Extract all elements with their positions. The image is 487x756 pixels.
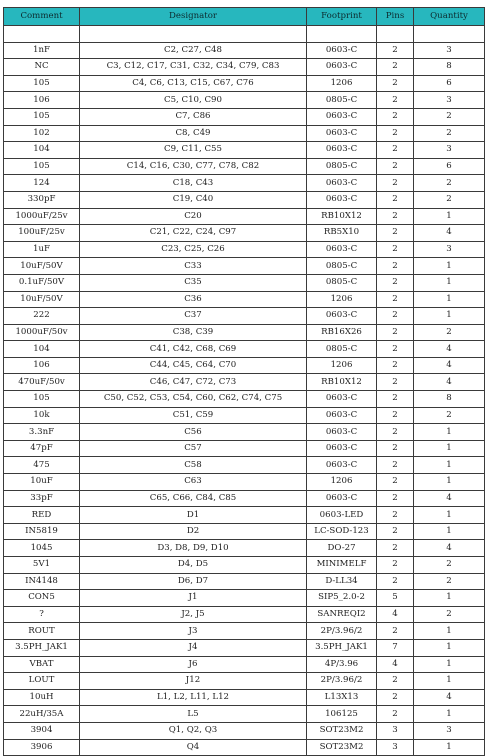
header-comment: Comment bbox=[4, 8, 80, 26]
cell-quantity: 3 bbox=[414, 142, 485, 159]
cell-designator: J3 bbox=[80, 623, 307, 640]
cell-pins: 2 bbox=[377, 142, 414, 159]
cell-quantity: 1 bbox=[414, 673, 485, 690]
cell-footprint: 0805-C bbox=[307, 341, 377, 358]
cell-designator: C41, C42, C68, C69 bbox=[80, 341, 307, 358]
cell-quantity: 1 bbox=[414, 258, 485, 275]
cell-designator: C50, C52, C53, C54, C60, C62, C74, C75 bbox=[80, 391, 307, 408]
cell-pins: 2 bbox=[377, 59, 414, 76]
cell-comment bbox=[4, 26, 80, 43]
cell-footprint: SANREQI2 bbox=[307, 606, 377, 623]
cell-quantity: 2 bbox=[414, 407, 485, 424]
cell-comment: 1045 bbox=[4, 540, 80, 557]
cell-pins: 2 bbox=[377, 706, 414, 723]
cell-designator: C8, C49 bbox=[80, 125, 307, 142]
table-row bbox=[4, 706, 485, 723]
cell-designator: C33 bbox=[80, 258, 307, 275]
cell-designator: D4, D5 bbox=[80, 557, 307, 574]
cell-quantity: 3 bbox=[414, 722, 485, 739]
table-row bbox=[4, 357, 485, 374]
cell-quantity: 3 bbox=[414, 42, 485, 59]
cell-comment: 1000uF/25v bbox=[4, 208, 80, 225]
cell-pins: 2 bbox=[377, 108, 414, 125]
cell-designator: J4 bbox=[80, 639, 307, 656]
table-row bbox=[4, 374, 485, 391]
table-row bbox=[4, 474, 485, 491]
table-row bbox=[4, 175, 485, 192]
cell-comment: 470uF/50v bbox=[4, 374, 80, 391]
table-row bbox=[4, 606, 485, 623]
cell-pins: 2 bbox=[377, 158, 414, 175]
cell-quantity: 1 bbox=[414, 507, 485, 524]
cell-pins: 7 bbox=[377, 639, 414, 656]
cell-comment: 5V1 bbox=[4, 557, 80, 574]
cell-comment: 100uF/25v bbox=[4, 225, 80, 242]
header-row bbox=[4, 8, 485, 26]
cell-designator: J2, J5 bbox=[80, 606, 307, 623]
cell-comment: 10uH bbox=[4, 689, 80, 706]
table-row bbox=[4, 324, 485, 341]
cell-comment: 10uF bbox=[4, 474, 80, 491]
cell-footprint: 1206 bbox=[307, 357, 377, 374]
cell-comment: 10uF/50V bbox=[4, 258, 80, 275]
cell-comment: 102 bbox=[4, 125, 80, 142]
table-row bbox=[4, 391, 485, 408]
cell-designator: C5, C10, C90 bbox=[80, 92, 307, 109]
table-row bbox=[4, 291, 485, 308]
table-row bbox=[4, 490, 485, 507]
cell-quantity: 3 bbox=[414, 241, 485, 258]
cell-comment: 3.5PH_JAK1 bbox=[4, 639, 80, 656]
table-row bbox=[4, 424, 485, 441]
cell-comment: 330pF bbox=[4, 191, 80, 208]
cell-pins: 4 bbox=[377, 606, 414, 623]
cell-designator bbox=[80, 26, 307, 43]
cell-designator: L1, L2, L11, L12 bbox=[80, 689, 307, 706]
table-row bbox=[4, 258, 485, 275]
cell-designator: Q4 bbox=[80, 739, 307, 756]
cell-footprint: DO-27 bbox=[307, 540, 377, 557]
cell-designator: C57 bbox=[80, 440, 307, 457]
cell-pins: 3 bbox=[377, 722, 414, 739]
cell-pins: 2 bbox=[377, 324, 414, 341]
cell-pins: 2 bbox=[377, 573, 414, 590]
cell-designator: C51, C59 bbox=[80, 407, 307, 424]
table-row bbox=[4, 26, 485, 43]
cell-footprint: 2P/3.96/2 bbox=[307, 623, 377, 640]
cell-designator: C2, C27, C48 bbox=[80, 42, 307, 59]
bom-table bbox=[3, 7, 485, 756]
cell-comment: RED bbox=[4, 507, 80, 524]
table-row bbox=[4, 573, 485, 590]
cell-designator: C19, C40 bbox=[80, 191, 307, 208]
table-row bbox=[4, 108, 485, 125]
cell-designator: C56 bbox=[80, 424, 307, 441]
cell-designator: C58 bbox=[80, 457, 307, 474]
table-row bbox=[4, 241, 485, 258]
cell-quantity: 4 bbox=[414, 689, 485, 706]
cell-quantity: 4 bbox=[414, 540, 485, 557]
cell-designator: L5 bbox=[80, 706, 307, 723]
cell-designator: J6 bbox=[80, 656, 307, 673]
header-pins: Pins bbox=[377, 8, 414, 26]
cell-footprint: 0603-LED bbox=[307, 507, 377, 524]
cell-footprint: 0603-C bbox=[307, 391, 377, 408]
cell-footprint: RB16X26 bbox=[307, 324, 377, 341]
cell-pins: 2 bbox=[377, 474, 414, 491]
table-row bbox=[4, 225, 485, 242]
cell-pins bbox=[377, 26, 414, 43]
cell-footprint: 4P/3.96 bbox=[307, 656, 377, 673]
cell-pins: 2 bbox=[377, 191, 414, 208]
cell-pins: 2 bbox=[377, 407, 414, 424]
cell-pins: 2 bbox=[377, 125, 414, 142]
cell-footprint: RB5X10 bbox=[307, 225, 377, 242]
table-row bbox=[4, 507, 485, 524]
cell-comment: 105 bbox=[4, 108, 80, 125]
cell-comment: 106 bbox=[4, 357, 80, 374]
header-footprint: Footprint bbox=[307, 8, 377, 26]
cell-designator: C18, C43 bbox=[80, 175, 307, 192]
cell-designator: C7, C86 bbox=[80, 108, 307, 125]
cell-comment: 3904 bbox=[4, 722, 80, 739]
cell-quantity: 1 bbox=[414, 706, 485, 723]
cell-designator: D1 bbox=[80, 507, 307, 524]
cell-comment: 1nF bbox=[4, 42, 80, 59]
cell-footprint: 1206 bbox=[307, 474, 377, 491]
cell-quantity: 1 bbox=[414, 208, 485, 225]
cell-designator: D6, D7 bbox=[80, 573, 307, 590]
cell-designator: C9, C11, C55 bbox=[80, 142, 307, 159]
cell-pins: 2 bbox=[377, 457, 414, 474]
table-row bbox=[4, 208, 485, 225]
cell-pins: 2 bbox=[377, 523, 414, 540]
cell-footprint: MINIMELF bbox=[307, 557, 377, 574]
cell-footprint: RB10X12 bbox=[307, 208, 377, 225]
table-row bbox=[4, 722, 485, 739]
cell-comment: 1uF bbox=[4, 241, 80, 258]
cell-quantity: 1 bbox=[414, 623, 485, 640]
cell-footprint bbox=[307, 26, 377, 43]
cell-comment: IN4148 bbox=[4, 573, 80, 590]
cell-comment: LOUT bbox=[4, 673, 80, 690]
cell-pins: 2 bbox=[377, 440, 414, 457]
cell-comment: CON5 bbox=[4, 590, 80, 607]
table-row bbox=[4, 42, 485, 59]
table-row bbox=[4, 739, 485, 756]
table-row bbox=[4, 92, 485, 109]
table-row bbox=[4, 623, 485, 640]
cell-comment: 1000uF/50v bbox=[4, 324, 80, 341]
cell-pins: 2 bbox=[377, 391, 414, 408]
cell-quantity: 1 bbox=[414, 457, 485, 474]
cell-comment: 105 bbox=[4, 75, 80, 92]
cell-designator: C38, C39 bbox=[80, 324, 307, 341]
table-row bbox=[4, 540, 485, 557]
cell-comment: 475 bbox=[4, 457, 80, 474]
table-row bbox=[4, 673, 485, 690]
cell-comment: VBAT bbox=[4, 656, 80, 673]
table-row bbox=[4, 590, 485, 607]
cell-designator: C36 bbox=[80, 291, 307, 308]
cell-comment: ? bbox=[4, 606, 80, 623]
cell-quantity: 1 bbox=[414, 739, 485, 756]
cell-quantity: 4 bbox=[414, 357, 485, 374]
cell-comment: IN5819 bbox=[4, 523, 80, 540]
cell-quantity: 6 bbox=[414, 158, 485, 175]
cell-comment: ROUT bbox=[4, 623, 80, 640]
cell-footprint: 0603-C bbox=[307, 490, 377, 507]
cell-quantity: 1 bbox=[414, 656, 485, 673]
cell-comment: 105 bbox=[4, 391, 80, 408]
cell-footprint: 0805-C bbox=[307, 258, 377, 275]
cell-quantity: 1 bbox=[414, 639, 485, 656]
cell-comment: 3.3nF bbox=[4, 424, 80, 441]
cell-footprint: SIP5_2.0-2 bbox=[307, 590, 377, 607]
cell-footprint: 0603-C bbox=[307, 108, 377, 125]
cell-footprint: D-LL34 bbox=[307, 573, 377, 590]
table-row bbox=[4, 125, 485, 142]
cell-footprint: 0603-C bbox=[307, 125, 377, 142]
cell-designator: C23, C25, C26 bbox=[80, 241, 307, 258]
table-row bbox=[4, 75, 485, 92]
cell-comment: 222 bbox=[4, 308, 80, 325]
cell-comment: 105 bbox=[4, 158, 80, 175]
cell-footprint: 0603-C bbox=[307, 424, 377, 441]
cell-designator: C44, C45, C64, C70 bbox=[80, 357, 307, 374]
cell-pins: 2 bbox=[377, 507, 414, 524]
cell-pins: 2 bbox=[377, 75, 414, 92]
cell-pins: 2 bbox=[377, 42, 414, 59]
table-row bbox=[4, 59, 485, 76]
cell-comment: 10k bbox=[4, 407, 80, 424]
cell-pins: 2 bbox=[377, 424, 414, 441]
cell-footprint: 0603-C bbox=[307, 191, 377, 208]
table-row bbox=[4, 689, 485, 706]
table-row bbox=[4, 191, 485, 208]
cell-quantity: 1 bbox=[414, 523, 485, 540]
table-header bbox=[4, 8, 485, 26]
cell-quantity: 2 bbox=[414, 125, 485, 142]
cell-pins: 4 bbox=[377, 656, 414, 673]
cell-designator: C14, C16, C30, C77, C78, C82 bbox=[80, 158, 307, 175]
cell-pins: 2 bbox=[377, 308, 414, 325]
cell-pins: 2 bbox=[377, 225, 414, 242]
cell-pins: 2 bbox=[377, 241, 414, 258]
cell-footprint: 0603-C bbox=[307, 440, 377, 457]
cell-quantity: 6 bbox=[414, 75, 485, 92]
cell-footprint: 0603-C bbox=[307, 407, 377, 424]
cell-footprint: 3.5PH_JAK1 bbox=[307, 639, 377, 656]
cell-quantity: 1 bbox=[414, 474, 485, 491]
cell-designator: C65, C66, C84, C85 bbox=[80, 490, 307, 507]
cell-comment: 106 bbox=[4, 92, 80, 109]
cell-quantity: 8 bbox=[414, 59, 485, 76]
cell-quantity: 2 bbox=[414, 191, 485, 208]
cell-designator: C20 bbox=[80, 208, 307, 225]
table-row bbox=[4, 274, 485, 291]
table-row bbox=[4, 158, 485, 175]
cell-quantity: 2 bbox=[414, 573, 485, 590]
cell-quantity: 2 bbox=[414, 324, 485, 341]
cell-quantity: 3 bbox=[414, 92, 485, 109]
cell-designator: C63 bbox=[80, 474, 307, 491]
cell-pins: 2 bbox=[377, 274, 414, 291]
cell-designator: Q1, Q2, Q3 bbox=[80, 722, 307, 739]
cell-comment: 124 bbox=[4, 175, 80, 192]
table-row bbox=[4, 639, 485, 656]
cell-quantity: 2 bbox=[414, 606, 485, 623]
cell-comment: 47pF bbox=[4, 440, 80, 457]
cell-designator: J12 bbox=[80, 673, 307, 690]
cell-quantity: 1 bbox=[414, 274, 485, 291]
cell-footprint: 0603-C bbox=[307, 142, 377, 159]
cell-footprint: 0805-C bbox=[307, 158, 377, 175]
cell-pins: 2 bbox=[377, 689, 414, 706]
cell-pins: 2 bbox=[377, 540, 414, 557]
cell-quantity: 1 bbox=[414, 308, 485, 325]
cell-quantity: 1 bbox=[414, 440, 485, 457]
cell-footprint: 0805-C bbox=[307, 92, 377, 109]
table-row bbox=[4, 341, 485, 358]
table-row bbox=[4, 457, 485, 474]
cell-designator: C3, C12, C17, C31, C32, C34, C79, C83 bbox=[80, 59, 307, 76]
table-row bbox=[4, 557, 485, 574]
table-row bbox=[4, 308, 485, 325]
cell-pins: 2 bbox=[377, 490, 414, 507]
table-row bbox=[4, 656, 485, 673]
cell-quantity: 4 bbox=[414, 341, 485, 358]
cell-footprint: RB10X12 bbox=[307, 374, 377, 391]
cell-pins: 2 bbox=[377, 374, 414, 391]
cell-quantity bbox=[414, 26, 485, 43]
table-row bbox=[4, 523, 485, 540]
cell-designator: C37 bbox=[80, 308, 307, 325]
cell-designator: C35 bbox=[80, 274, 307, 291]
cell-pins: 2 bbox=[377, 208, 414, 225]
cell-quantity: 1 bbox=[414, 291, 485, 308]
cell-pins: 2 bbox=[377, 92, 414, 109]
cell-quantity: 8 bbox=[414, 391, 485, 408]
cell-footprint: LC-SOD-123 bbox=[307, 523, 377, 540]
cell-footprint: SOT23M2 bbox=[307, 722, 377, 739]
cell-quantity: 4 bbox=[414, 490, 485, 507]
cell-pins: 2 bbox=[377, 357, 414, 374]
cell-pins: 5 bbox=[377, 590, 414, 607]
cell-footprint: L13X13 bbox=[307, 689, 377, 706]
cell-footprint: 1206 bbox=[307, 75, 377, 92]
cell-pins: 2 bbox=[377, 623, 414, 640]
cell-quantity: 1 bbox=[414, 590, 485, 607]
cell-pins: 2 bbox=[377, 557, 414, 574]
cell-quantity: 1 bbox=[414, 424, 485, 441]
cell-footprint: 1206 bbox=[307, 291, 377, 308]
cell-designator: D2 bbox=[80, 523, 307, 540]
cell-pins: 2 bbox=[377, 175, 414, 192]
cell-footprint: 0603-C bbox=[307, 175, 377, 192]
cell-comment: 0.1uF/50V bbox=[4, 274, 80, 291]
cell-footprint: SOT23M2 bbox=[307, 739, 377, 756]
cell-footprint: 0603-C bbox=[307, 59, 377, 76]
cell-comment: NC bbox=[4, 59, 80, 76]
bom-table-container bbox=[3, 7, 484, 756]
cell-comment: 10uF/50V bbox=[4, 291, 80, 308]
cell-footprint: 0603-C bbox=[307, 308, 377, 325]
cell-comment: 3906 bbox=[4, 739, 80, 756]
header-quantity: Quantity bbox=[414, 8, 485, 26]
cell-footprint: 0603-C bbox=[307, 457, 377, 474]
header-designator: Designator bbox=[80, 8, 307, 26]
table-row bbox=[4, 440, 485, 457]
cell-quantity: 2 bbox=[414, 175, 485, 192]
cell-pins: 2 bbox=[377, 258, 414, 275]
cell-footprint: 106125 bbox=[307, 706, 377, 723]
cell-comment: 104 bbox=[4, 142, 80, 159]
cell-quantity: 2 bbox=[414, 108, 485, 125]
cell-footprint: 0603-C bbox=[307, 241, 377, 258]
table-row bbox=[4, 407, 485, 424]
cell-designator: J1 bbox=[80, 590, 307, 607]
cell-designator: C21, C22, C24, C97 bbox=[80, 225, 307, 242]
cell-quantity: 4 bbox=[414, 374, 485, 391]
cell-comment: 33pF bbox=[4, 490, 80, 507]
cell-footprint: 2P/3.96/2 bbox=[307, 673, 377, 690]
table-body bbox=[4, 26, 485, 756]
cell-quantity: 2 bbox=[414, 557, 485, 574]
cell-pins: 2 bbox=[377, 341, 414, 358]
cell-footprint: 0603-C bbox=[307, 42, 377, 59]
cell-quantity: 4 bbox=[414, 225, 485, 242]
cell-pins: 2 bbox=[377, 673, 414, 690]
table-row bbox=[4, 142, 485, 159]
cell-comment: 104 bbox=[4, 341, 80, 358]
cell-designator: C4, C6, C13, C15, C67, C76 bbox=[80, 75, 307, 92]
cell-designator: C46, C47, C72, C73 bbox=[80, 374, 307, 391]
cell-footprint: 0805-C bbox=[307, 274, 377, 291]
cell-pins: 3 bbox=[377, 739, 414, 756]
cell-designator: D3, D8, D9, D10 bbox=[80, 540, 307, 557]
cell-comment: 22uH/35A bbox=[4, 706, 80, 723]
cell-pins: 2 bbox=[377, 291, 414, 308]
